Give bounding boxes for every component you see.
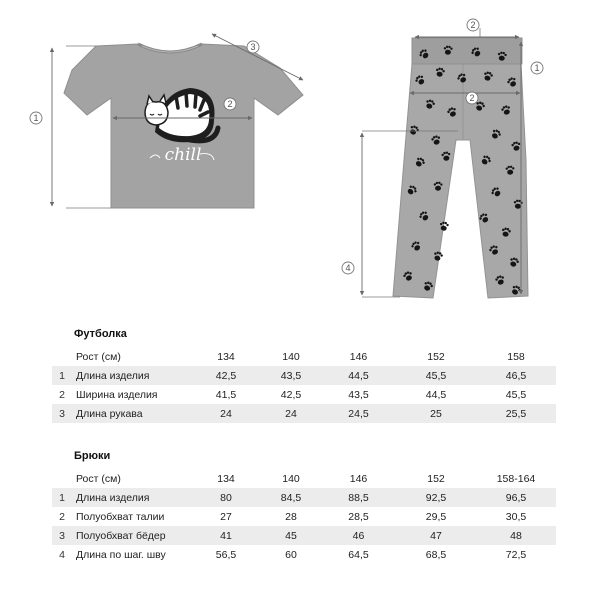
table-row — [52, 366, 556, 385]
table-row — [52, 488, 556, 507]
row-number: 1 — [52, 488, 72, 507]
row-number — [52, 469, 72, 488]
tshirt-image — [30, 34, 303, 208]
table-row — [52, 545, 556, 564]
svg-text:2: 2 — [469, 93, 475, 103]
size-value: 146 — [349, 472, 368, 485]
marker-3-tshirt — [247, 41, 259, 53]
table-row — [52, 526, 556, 545]
pants-section-title: Брюки — [74, 450, 111, 462]
cell-value: 45 — [261, 526, 321, 545]
svg-text:2: 2 — [227, 99, 233, 109]
cell-value: 46,5 — [476, 366, 556, 385]
marker-1-pants — [531, 62, 543, 74]
cell-value: 28 — [285, 510, 297, 523]
cell-value: 28,5 — [348, 510, 369, 523]
cell-value: 48 — [476, 526, 556, 545]
cell-value: 25,5 — [476, 404, 556, 423]
cell-value: 27 — [220, 510, 232, 523]
cell-value: 43,5 — [348, 388, 369, 401]
cell-value: 41 — [191, 526, 261, 545]
row-number — [52, 347, 72, 366]
size-value: 158 — [507, 350, 525, 363]
marker-2-waist — [467, 19, 479, 31]
row-number: 2 — [59, 388, 65, 401]
cell-value: 42,5 — [191, 366, 261, 385]
cell-value: 44,5 — [321, 366, 396, 385]
pants-waistband — [412, 38, 522, 64]
svg-text:4: 4 — [345, 263, 351, 273]
row-number: 3 — [52, 404, 72, 423]
cell-value: 92,5 — [396, 488, 476, 507]
cell-value: 64,5 — [348, 548, 369, 561]
cell-value: 25 — [396, 404, 476, 423]
row-label: Ширина изделия — [76, 388, 158, 401]
cell-value: 45,5 — [396, 366, 476, 385]
cell-value: 68,5 — [425, 548, 447, 561]
table-row — [52, 385, 556, 404]
cell-value: 42,5 — [280, 388, 302, 401]
cell-value: 47 — [396, 526, 476, 545]
cell-value: 29,5 — [425, 510, 447, 523]
marker-4-inseam — [342, 262, 354, 274]
cell-value: 24,5 — [321, 404, 396, 423]
row-label: Длина изделия — [72, 488, 191, 507]
cell-value: 88,5 — [321, 488, 396, 507]
row-label: Полуобхват талии — [76, 510, 165, 523]
size-value: 152 — [427, 350, 445, 363]
pants-size-table — [52, 469, 556, 564]
pants-image — [342, 19, 543, 298]
cell-value: 24 — [191, 404, 261, 423]
svg-text:1: 1 — [534, 63, 540, 73]
marker-2-tshirt — [224, 98, 236, 110]
tshirt-section-title: Футболка — [74, 328, 127, 340]
cell-value: 30,5 — [505, 510, 527, 523]
row-number: 3 — [52, 526, 72, 545]
height-label: Рост (см) — [76, 350, 121, 363]
row-label: Длина изделия — [72, 366, 191, 385]
size-value: 152 — [427, 472, 445, 485]
row-label: Длина рукава — [72, 404, 191, 423]
row-number: 4 — [59, 548, 65, 561]
size-value: 140 — [282, 350, 300, 363]
cell-value: 24 — [261, 404, 321, 423]
row-label: Длина по шаг. шву — [76, 548, 166, 561]
size-value: 134 — [217, 472, 235, 485]
table-header-row — [52, 347, 556, 366]
cell-value: 56,5 — [215, 548, 237, 561]
row-number: 1 — [52, 366, 72, 385]
tshirt-size-table — [52, 347, 556, 423]
row-label: Полуобхват бёдер — [72, 526, 191, 545]
height-label: Рост (см) — [76, 472, 121, 485]
size-value: 134 — [217, 350, 235, 363]
cell-value: 41,5 — [215, 388, 237, 401]
marker-1-tshirt — [30, 112, 42, 124]
size-value: 140 — [282, 472, 300, 485]
table-row — [52, 404, 556, 423]
cell-value: 45,5 — [505, 388, 527, 401]
marker-2-hip — [466, 92, 478, 104]
table-header-row — [52, 469, 556, 488]
cell-value: 72,5 — [505, 548, 527, 561]
size-value: 146 — [349, 350, 368, 363]
cell-value: 46 — [321, 526, 396, 545]
cell-value: 84,5 — [261, 488, 321, 507]
cell-value: 44,5 — [425, 388, 447, 401]
cell-value: 60 — [285, 548, 297, 561]
size-value: 158-164 — [496, 472, 536, 485]
cell-value: 43,5 — [261, 366, 321, 385]
svg-text:1: 1 — [33, 113, 39, 123]
chill-print-text: chill — [164, 145, 202, 165]
cell-value: 96,5 — [476, 488, 556, 507]
table-row — [52, 507, 556, 526]
row-number: 2 — [59, 510, 65, 523]
svg-text:3: 3 — [250, 42, 256, 52]
cell-value: 80 — [191, 488, 261, 507]
svg-text:2: 2 — [470, 20, 476, 30]
